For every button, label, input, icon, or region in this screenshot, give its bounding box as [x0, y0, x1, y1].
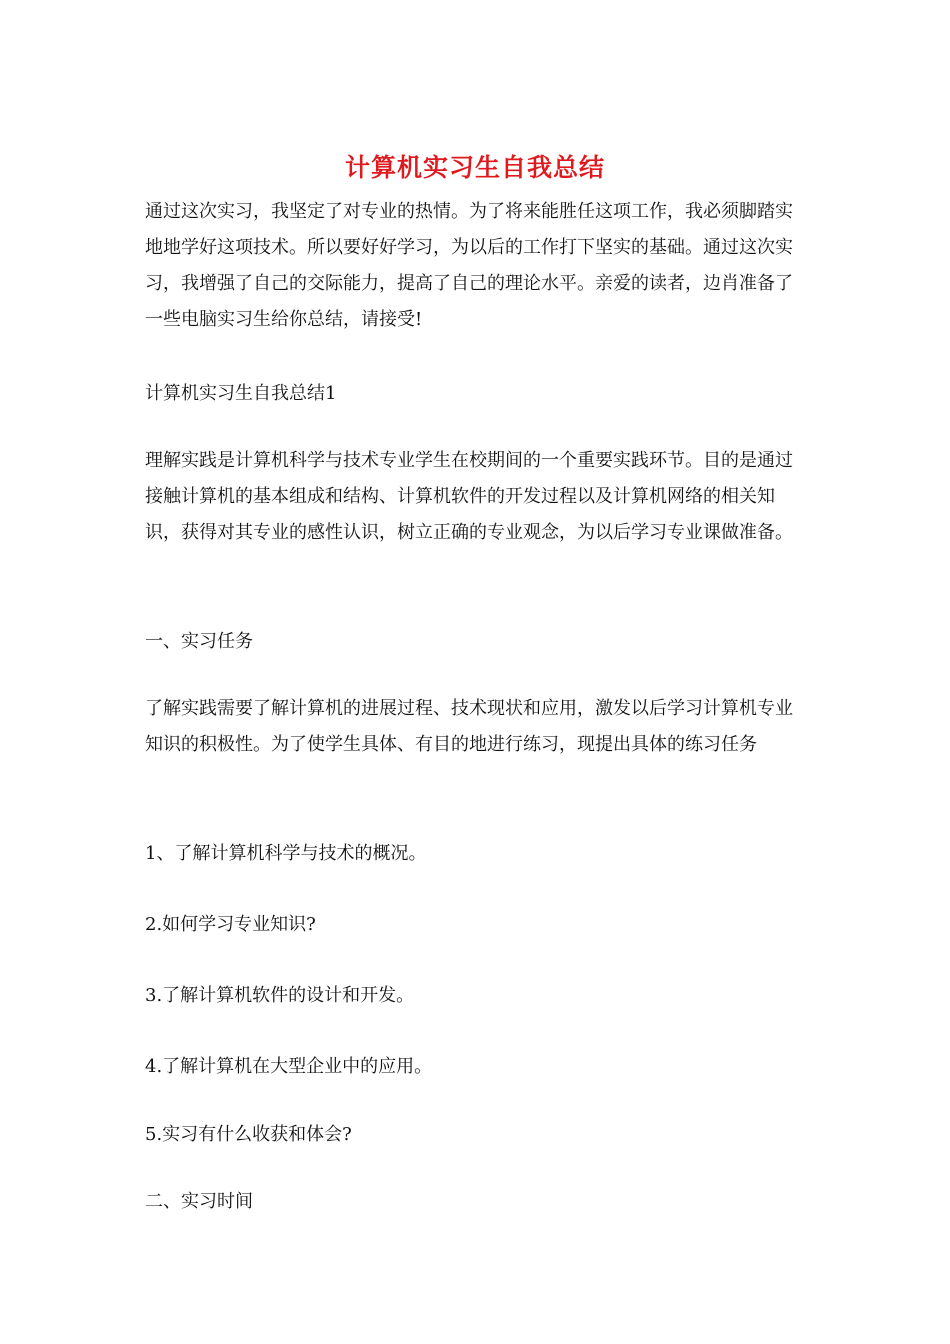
document-title: 计算机实习生自我总结	[344, 153, 605, 182]
list-item-task-4: 4.了解计算机在大型企业中的应用。	[145, 1056, 433, 1077]
body-paragraph-purpose: 理解实践是计算机科学与技术专业学生在校期间的一个重要实践环节。目的是通过接触计算机的基本组成和结构、计算机软件的开发过程以及计算机网络的相关知识，获得对其专业的感性认识，树立正确的专业观念，为以后学习专业课做准备。	[145, 450, 793, 543]
list-item-task-5: 5.实习有什么收获和体会?	[145, 1124, 352, 1145]
list-item-task-2: 2.如何学习专业知识?	[145, 914, 316, 935]
list-item-task-1: 1、了解计算机科学与技术的概况。	[145, 843, 427, 864]
body-paragraph-tasks: 了解实践需要了解计算机的进展过程、技术现状和应用，激发以后学习计算机专业知识的积极性。为了使学生具体、有目的地进行练习，现提出具体的练习任务	[145, 698, 793, 755]
section-heading-tasks: 一、实习任务	[145, 631, 253, 652]
list-item-task-3: 3.了解计算机软件的设计和开发。	[145, 985, 415, 1006]
section-heading-time: 二、实习时间	[145, 1191, 253, 1212]
intro-paragraph: 通过这次实习，我坚定了对专业的热情。为了将来能胜任这项工作，我必须脚踏实地地学好这项技术。所以要好好学习，为以后的工作打下坚实的基础。通过这次实习，我增强了自己的交际能力，提高了自己的理论水平。亲爱的读者，边肖准备了一些电脑实习生给你总结，请接受!	[145, 201, 793, 330]
section-heading-summary-1: 计算机实习生自我总结1	[145, 383, 337, 404]
